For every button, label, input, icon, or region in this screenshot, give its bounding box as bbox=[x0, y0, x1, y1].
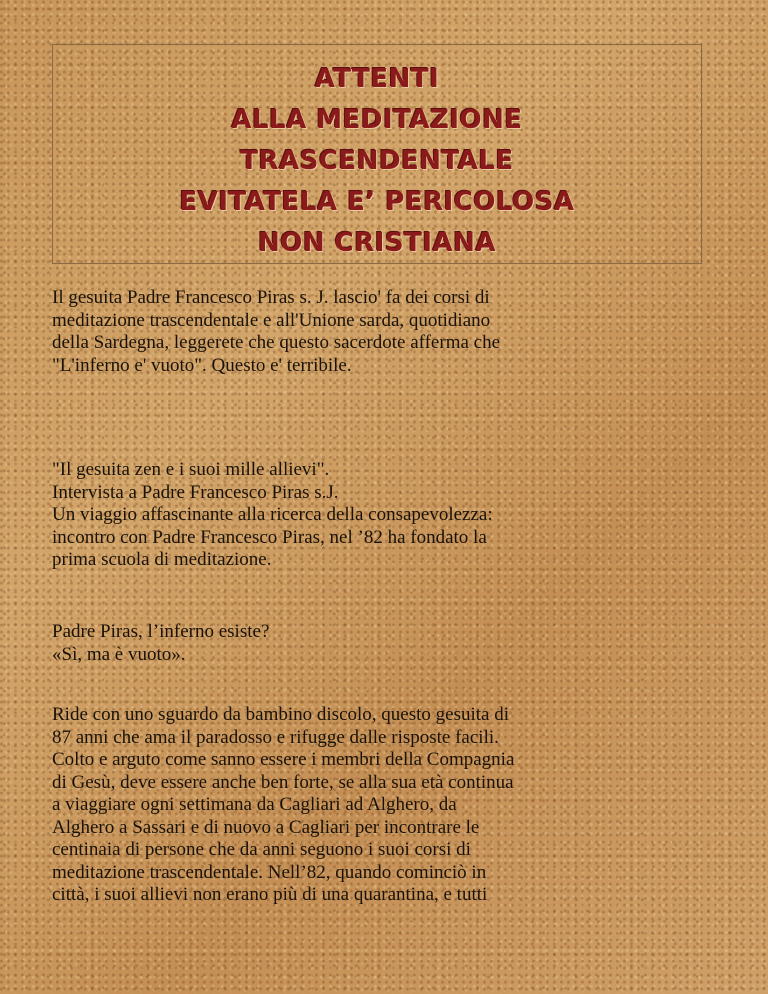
paragraph-article bbox=[52, 704, 722, 907]
text-line: Un viaggio affascinante alla ricerca della consapevolezza: bbox=[52, 504, 493, 525]
text-line: meditazione trascendentale. Nell’82, quando cominciò in bbox=[52, 861, 487, 883]
text-line: "L'inferno e' vuoto". Questo e' terribile. bbox=[52, 354, 352, 376]
text-line: città, i suoi allievi non erano più di una quarantina, e tutti bbox=[52, 884, 488, 905]
title-line: NON CRISTIANA bbox=[257, 228, 497, 258]
text-line: Intervista a Padre Francesco Piras s.J. bbox=[52, 481, 339, 503]
text-line: della Sardegna, leggerete che questo sacerdote afferma che bbox=[52, 332, 501, 353]
text-line: Alghero a Sassari e di nuovo a Cagliari per incontrare le bbox=[52, 816, 480, 838]
text-line: Padre Piras, l’inferno esiste? bbox=[52, 621, 270, 642]
text-line: a viaggiare ogni settimana da Cagliari ad Alghero, da bbox=[52, 794, 457, 815]
text-line: 87 anni che ama il paradosso e rifugge dalle risposte facili. bbox=[52, 726, 499, 748]
title-box bbox=[52, 44, 702, 264]
text-line: incontro con Padre Francesco Piras, nel ’82 ha fondato la bbox=[52, 526, 487, 548]
text-line: centinaia di persone che da anni seguono i suoi corsi di bbox=[52, 839, 471, 860]
paragraph-question bbox=[52, 621, 722, 666]
text-line: Ride con uno sguardo da bambino discolo, questo gesuita di bbox=[52, 704, 509, 725]
text-line: Il gesuita Padre Francesco Piras s. J. lascio' fa dei corsi di bbox=[52, 287, 490, 308]
title-line: ATTENTI bbox=[314, 64, 440, 94]
title-line: TRASCENDENTALE bbox=[240, 146, 514, 176]
title bbox=[53, 59, 701, 264]
text-line: "Il gesuita zen e i suoi mille allievi". bbox=[52, 459, 330, 480]
text-line: meditazione trascendentale e all'Unione sarda, quotidiano bbox=[52, 309, 491, 331]
text-line: «Sì, ma è vuoto». bbox=[52, 643, 186, 665]
title-line: EVITATELA E’ PERICOLOSA bbox=[179, 187, 575, 217]
text-line: Colto e arguto come sanno essere i membri della Compagnia bbox=[52, 749, 515, 770]
title-line: ALLA MEDITAZIONE bbox=[231, 105, 523, 135]
paragraph-interview-header bbox=[52, 459, 722, 572]
text-line: prima scuola di meditazione. bbox=[52, 549, 272, 570]
text-line: di Gesù, deve essere anche ben forte, se alla sua età continua bbox=[52, 771, 514, 793]
paragraph-intro bbox=[52, 287, 722, 377]
